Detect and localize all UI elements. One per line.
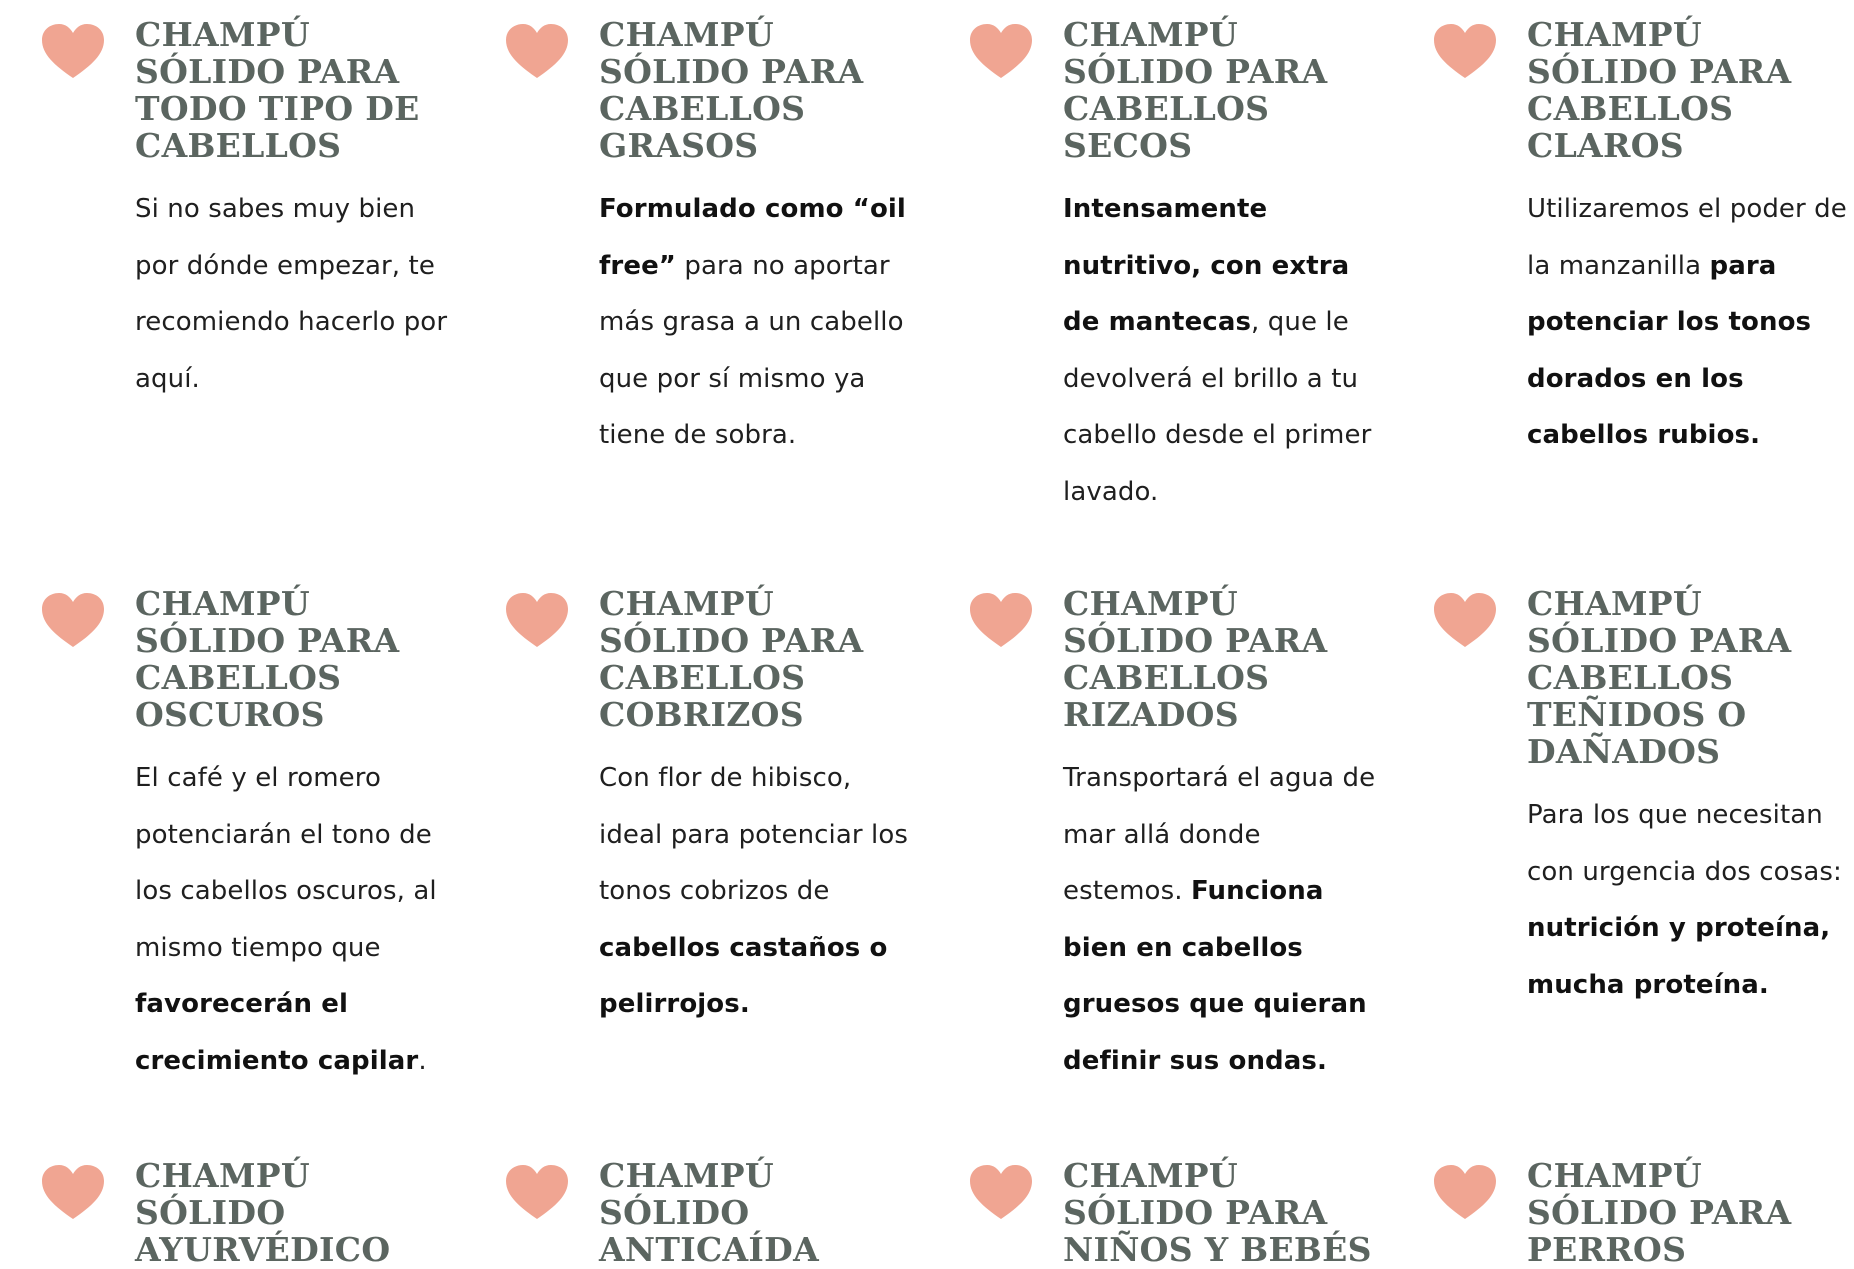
product-title: CHAMPÚ SÓLIDO PARA PERROS xyxy=(1527,1156,1792,1269)
product-description xyxy=(1527,787,1854,1013)
product-title: CHAMPÚ SÓLIDO PARA CABELLOS TEÑIDOS O DAÑADOS xyxy=(1527,584,1792,771)
description-bold-text: para potenciar los tonos dorados en los cabellos rubios. xyxy=(1527,250,1812,450)
product-description xyxy=(135,750,453,1089)
product-description xyxy=(1063,181,1381,520)
description-text: , que le devolverá el brillo a tu cabello desde el primer lavado. xyxy=(1063,307,1372,507)
description-text: Para los que necesitan con urgencia dos cosas: xyxy=(1527,800,1842,887)
description-text: El café y el romero potenciarán el tono de los cabellos oscuros, al mismo tiempo que xyxy=(135,763,437,963)
heart-icon xyxy=(40,1163,106,1221)
product-title: CHAMPÚ SÓLIDO PARA CABELLOS GRASOS xyxy=(599,15,864,165)
heart-icon xyxy=(968,22,1034,80)
heart-icon xyxy=(40,591,106,649)
description-text: Con flor de hibisco, ideal para potenciar los tonos cobrizos de xyxy=(599,763,909,906)
description-text: . xyxy=(418,1045,427,1076)
description-bold-text: Formulado como “oil free” xyxy=(599,194,906,281)
heart-icon xyxy=(504,591,570,649)
heart-icon xyxy=(1432,22,1498,80)
heart-icon xyxy=(504,1163,570,1221)
product-description xyxy=(1527,181,1854,464)
description-bold-text: Funciona bien en cabellos gruesos que quieran definir sus ondas. xyxy=(1063,876,1367,1076)
product-description xyxy=(599,181,917,464)
product-title: CHAMPÚ SÓLIDO PARA CABELLOS SECOS xyxy=(1063,15,1328,165)
heart-icon xyxy=(40,22,106,80)
description-text: Transportará el agua de mar allá donde estemos. xyxy=(1063,763,1376,906)
product-description xyxy=(135,181,453,407)
heart-icon xyxy=(1432,591,1498,649)
description-bold-text: nutrición y proteína, mucha proteína. xyxy=(1527,913,1831,1000)
description-bold-text: Intensamente nutritivo, con extra de mantecas xyxy=(1063,194,1350,337)
product-title: CHAMPÚ SÓLIDO ANTICAÍDA xyxy=(599,1156,819,1269)
product-description xyxy=(599,750,917,1033)
product-title: CHAMPÚ SÓLIDO PARA TODO TIPO DE CABELLOS xyxy=(135,15,420,165)
product-description xyxy=(1063,750,1381,1089)
description-text: para no aportar más grasa a un cabello que por sí mismo ya tiene de sobra. xyxy=(599,250,904,450)
heart-icon xyxy=(504,22,570,80)
product-title: CHAMPÚ SÓLIDO PARA CABELLOS OSCUROS xyxy=(135,584,400,734)
description-text: Si no sabes muy bien por dónde empezar, te recomiendo hacerlo por aquí. xyxy=(135,194,448,394)
product-title: CHAMPÚ SÓLIDO PARA NIÑOS Y BEBÉS xyxy=(1063,1156,1372,1269)
product-title: CHAMPÚ SÓLIDO PARA CABELLOS COBRIZOS xyxy=(599,584,864,734)
product-title: CHAMPÚ SÓLIDO PARA CABELLOS CLAROS xyxy=(1527,15,1792,165)
product-title: CHAMPÚ SÓLIDO PARA CABELLOS RIZADOS xyxy=(1063,584,1328,734)
heart-icon xyxy=(1432,1163,1498,1221)
description-bold-text: cabellos castaños o pelirrojos. xyxy=(599,932,888,1019)
description-text: Utilizaremos el poder de la manzanilla xyxy=(1527,194,1847,281)
product-title: CHAMPÚ SÓLIDO AYURVÉDICO xyxy=(135,1156,391,1269)
description-bold-text: favorecerán el crecimiento capilar xyxy=(135,989,419,1076)
heart-icon xyxy=(968,591,1034,649)
heart-icon xyxy=(968,1163,1034,1221)
